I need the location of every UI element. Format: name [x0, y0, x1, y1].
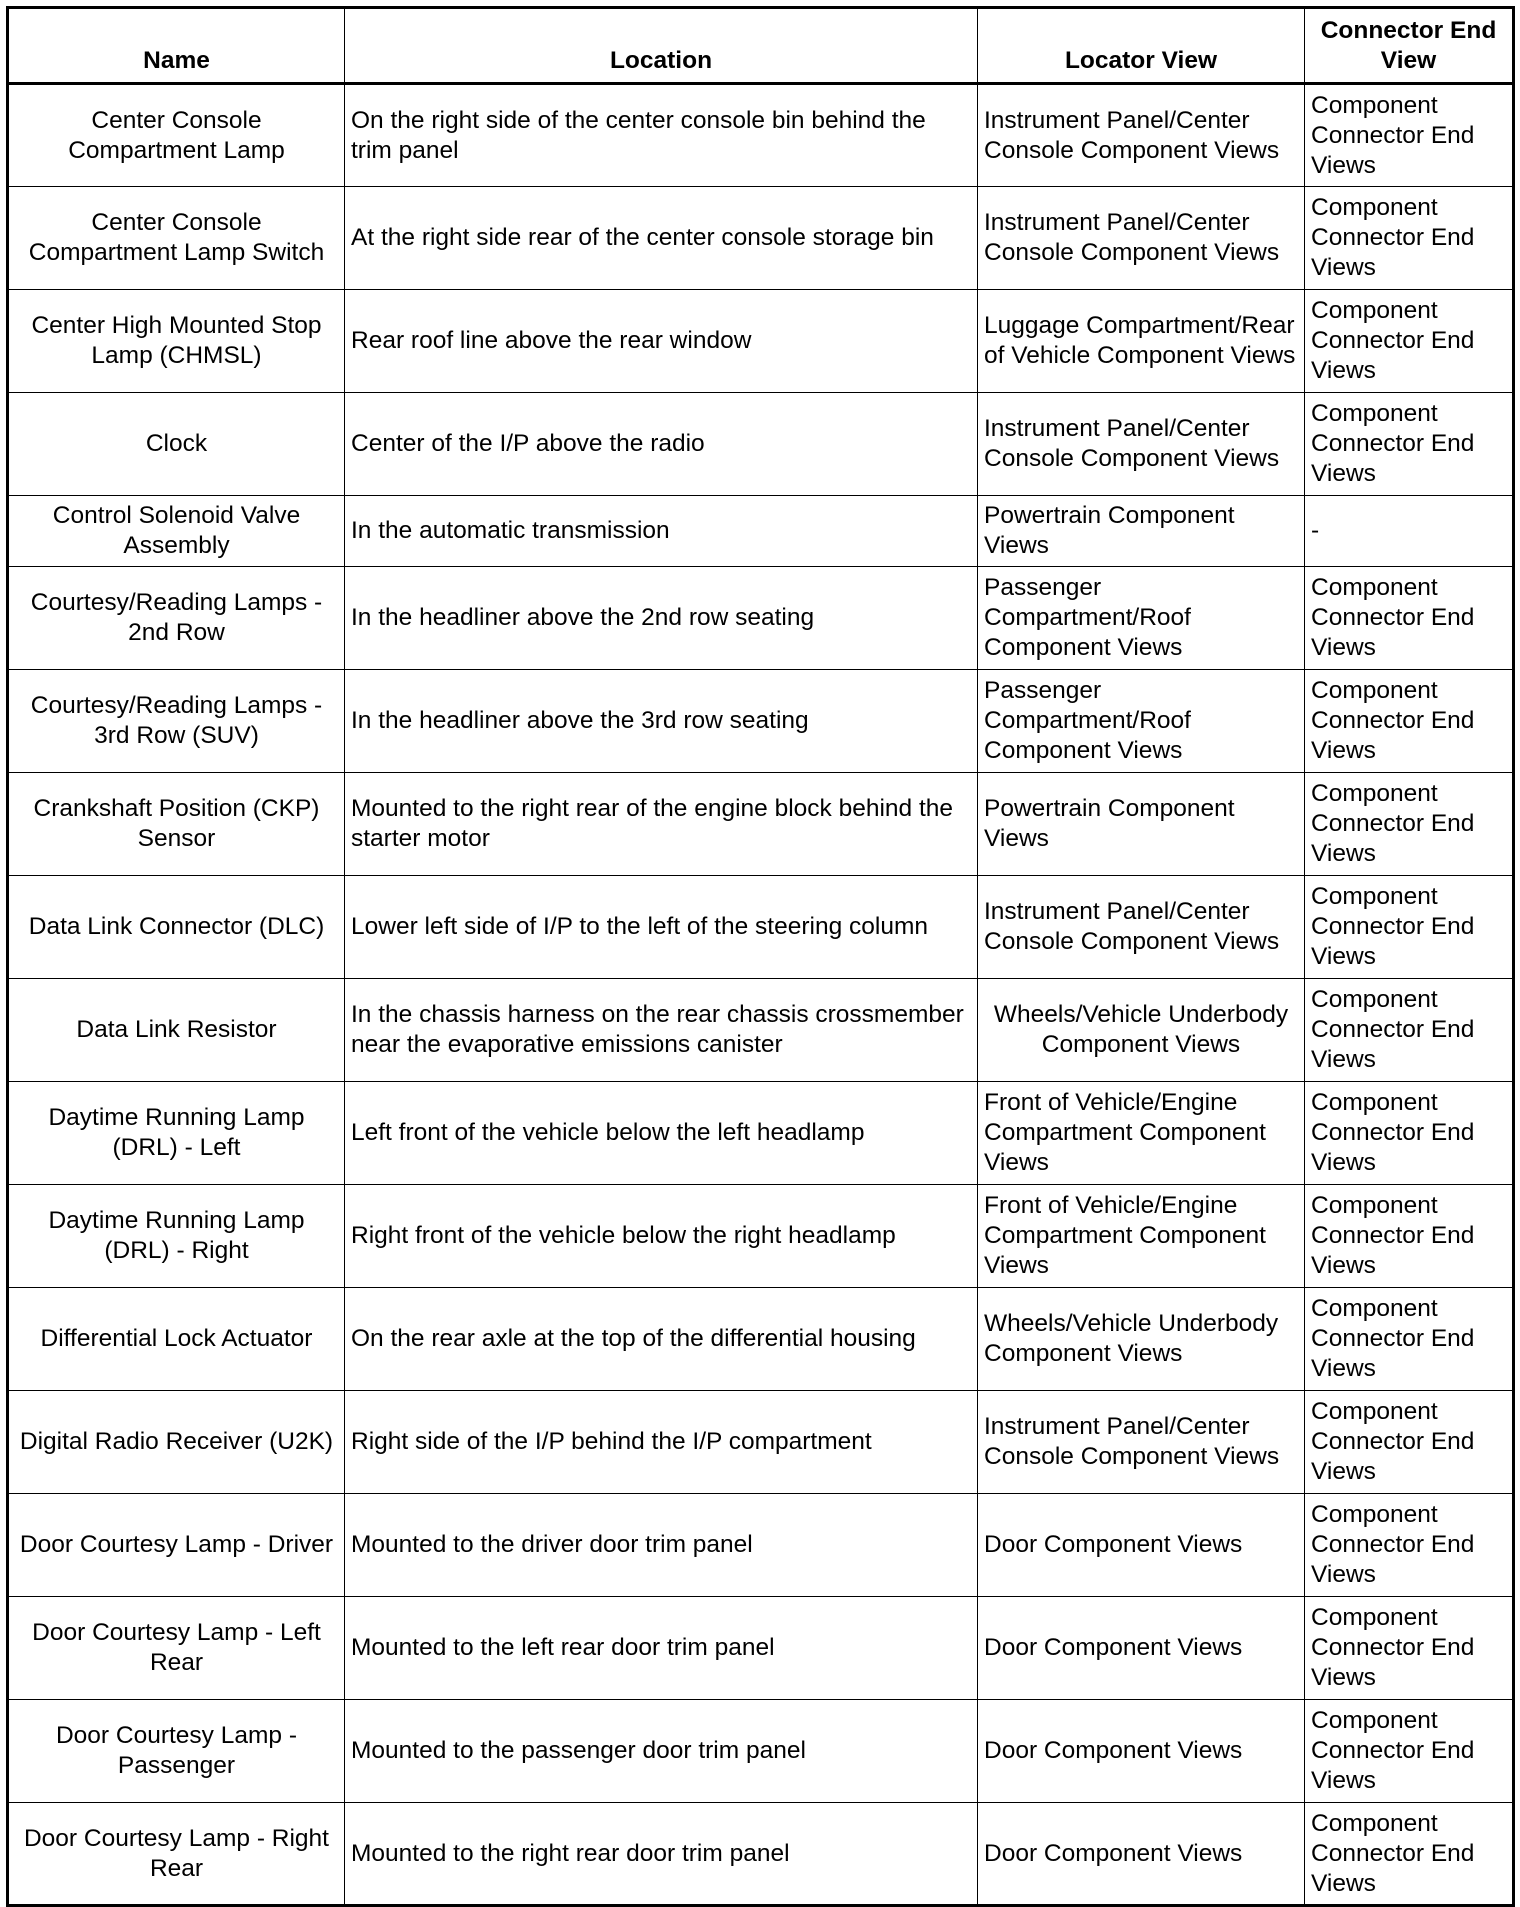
row-connector-end-view: Component Connector End Views: [1305, 1185, 1514, 1288]
row-name: Crankshaft Position (CKP) Sensor: [8, 773, 345, 876]
row-connector-end-view: Component Connector End Views: [1305, 773, 1514, 876]
row-connector-end-view: Component Connector End Views: [1305, 567, 1514, 670]
table-row: [8, 1700, 1514, 1803]
row-location: Center of the I/P above the radio: [345, 393, 978, 496]
header-location: Location: [345, 8, 978, 84]
row-name: Center Console Compartment Lamp Switch: [8, 187, 345, 290]
row-location: Right front of the vehicle below the right headlamp: [345, 1185, 978, 1288]
row-locator-view: Wheels/Vehicle Underbody Component Views: [978, 1288, 1305, 1391]
row-location: In the chassis harness on the rear chassis crossmember near the evaporative emissions canister: [345, 979, 978, 1082]
row-locator-view: Passenger Compartment/Roof Component Views: [978, 567, 1305, 670]
component-locator-table: [6, 6, 1515, 1907]
row-connector-end-view: Component Connector End Views: [1305, 290, 1514, 393]
row-locator-view: Powertrain Component Views: [978, 496, 1305, 567]
row-name: Clock: [8, 393, 345, 496]
row-location: Left front of the vehicle below the left headlamp: [345, 1082, 978, 1185]
row-locator-view: Powertrain Component Views: [978, 773, 1305, 876]
row-name: Door Courtesy Lamp - Passenger: [8, 1700, 345, 1803]
table-row: [8, 670, 1514, 773]
row-connector-end-view: Component Connector End Views: [1305, 1082, 1514, 1185]
row-connector-end-view: Component Connector End Views: [1305, 979, 1514, 1082]
row-locator-view: Instrument Panel/Center Console Component Views: [978, 1391, 1305, 1494]
row-locator-view: Passenger Compartment/Roof Component Views: [978, 670, 1305, 773]
table-row: [8, 1803, 1514, 1906]
row-connector-end-view: Component Connector End Views: [1305, 1700, 1514, 1803]
row-name: Door Courtesy Lamp - Left Rear: [8, 1597, 345, 1700]
table-row: [8, 393, 1514, 496]
row-locator-view: Door Component Views: [978, 1494, 1305, 1597]
row-location: Mounted to the right rear of the engine block behind the starter motor: [345, 773, 978, 876]
row-locator-view: Instrument Panel/Center Console Component Views: [978, 876, 1305, 979]
row-locator-view: Door Component Views: [978, 1700, 1305, 1803]
header-connector-end-view: Connector End View: [1305, 8, 1514, 84]
table-row: [8, 567, 1514, 670]
table-row: [8, 979, 1514, 1082]
header-locator-view: Locator View: [978, 8, 1305, 84]
row-name: Data Link Resistor: [8, 979, 345, 1082]
table-row: [8, 1494, 1514, 1597]
row-location: Mounted to the passenger door trim panel: [345, 1700, 978, 1803]
row-location: Mounted to the driver door trim panel: [345, 1494, 978, 1597]
row-name: Door Courtesy Lamp - Right Rear: [8, 1803, 345, 1906]
row-name: Digital Radio Receiver (U2K): [8, 1391, 345, 1494]
row-location: In the headliner above the 3rd row seating: [345, 670, 978, 773]
row-name: Daytime Running Lamp (DRL) - Left: [8, 1082, 345, 1185]
row-name: Courtesy/Reading Lamps - 2nd Row: [8, 567, 345, 670]
row-locator-view: Door Component Views: [978, 1597, 1305, 1700]
row-locator-view: Instrument Panel/Center Console Component Views: [978, 84, 1305, 187]
row-connector-end-view: Component Connector End Views: [1305, 393, 1514, 496]
table-row: [8, 84, 1514, 187]
row-location: On the rear axle at the top of the differential housing: [345, 1288, 978, 1391]
table-row: [8, 773, 1514, 876]
row-location: Rear roof line above the rear window: [345, 290, 978, 393]
row-location: Right side of the I/P behind the I/P compartment: [345, 1391, 978, 1494]
header-name: Name: [8, 8, 345, 84]
row-name: Door Courtesy Lamp - Driver: [8, 1494, 345, 1597]
row-connector-end-view: -: [1305, 496, 1514, 567]
row-locator-view: Door Component Views: [978, 1803, 1305, 1906]
row-name: Daytime Running Lamp (DRL) - Right: [8, 1185, 345, 1288]
row-connector-end-view: Component Connector End Views: [1305, 1597, 1514, 1700]
table-row: [8, 1288, 1514, 1391]
table-row: [8, 290, 1514, 393]
table-row: [8, 1082, 1514, 1185]
table-header-row: [8, 8, 1514, 84]
table-row: [8, 1185, 1514, 1288]
row-location: In the automatic transmission: [345, 496, 978, 567]
row-connector-end-view: Component Connector End Views: [1305, 1391, 1514, 1494]
row-location: In the headliner above the 2nd row seating: [345, 567, 978, 670]
row-name: Center High Mounted Stop Lamp (CHMSL): [8, 290, 345, 393]
row-location: At the right side rear of the center console storage bin: [345, 187, 978, 290]
row-locator-view: Instrument Panel/Center Console Component Views: [978, 187, 1305, 290]
row-name: Courtesy/Reading Lamps - 3rd Row (SUV): [8, 670, 345, 773]
row-location: Mounted to the left rear door trim panel: [345, 1597, 978, 1700]
row-connector-end-view: Component Connector End Views: [1305, 1288, 1514, 1391]
row-locator-view: Front of Vehicle/Engine Compartment Component Views: [978, 1082, 1305, 1185]
row-name: Differential Lock Actuator: [8, 1288, 345, 1391]
row-locator-view: Luggage Compartment/Rear of Vehicle Component Views: [978, 290, 1305, 393]
table-row: [8, 187, 1514, 290]
row-connector-end-view: Component Connector End Views: [1305, 1803, 1514, 1906]
table-row: [8, 496, 1514, 567]
row-location: On the right side of the center console bin behind the trim panel: [345, 84, 978, 187]
row-connector-end-view: Component Connector End Views: [1305, 670, 1514, 773]
row-locator-view: Front of Vehicle/Engine Compartment Component Views: [978, 1185, 1305, 1288]
row-name: Center Console Compartment Lamp: [8, 84, 345, 187]
row-connector-end-view: Component Connector End Views: [1305, 187, 1514, 290]
row-connector-end-view: Component Connector End Views: [1305, 1494, 1514, 1597]
row-location: Mounted to the right rear door trim panel: [345, 1803, 978, 1906]
row-location: Lower left side of I/P to the left of the steering column: [345, 876, 978, 979]
row-connector-end-view: Component Connector End Views: [1305, 876, 1514, 979]
table-row: [8, 876, 1514, 979]
table-row: [8, 1597, 1514, 1700]
row-name: Control Solenoid Valve Assembly: [8, 496, 345, 567]
row-locator-view: Wheels/Vehicle Underbody Component Views: [978, 979, 1305, 1082]
row-locator-view: Instrument Panel/Center Console Component Views: [978, 393, 1305, 496]
row-name: Data Link Connector (DLC): [8, 876, 345, 979]
row-connector-end-view: Component Connector End Views: [1305, 84, 1514, 187]
table-row: [8, 1391, 1514, 1494]
